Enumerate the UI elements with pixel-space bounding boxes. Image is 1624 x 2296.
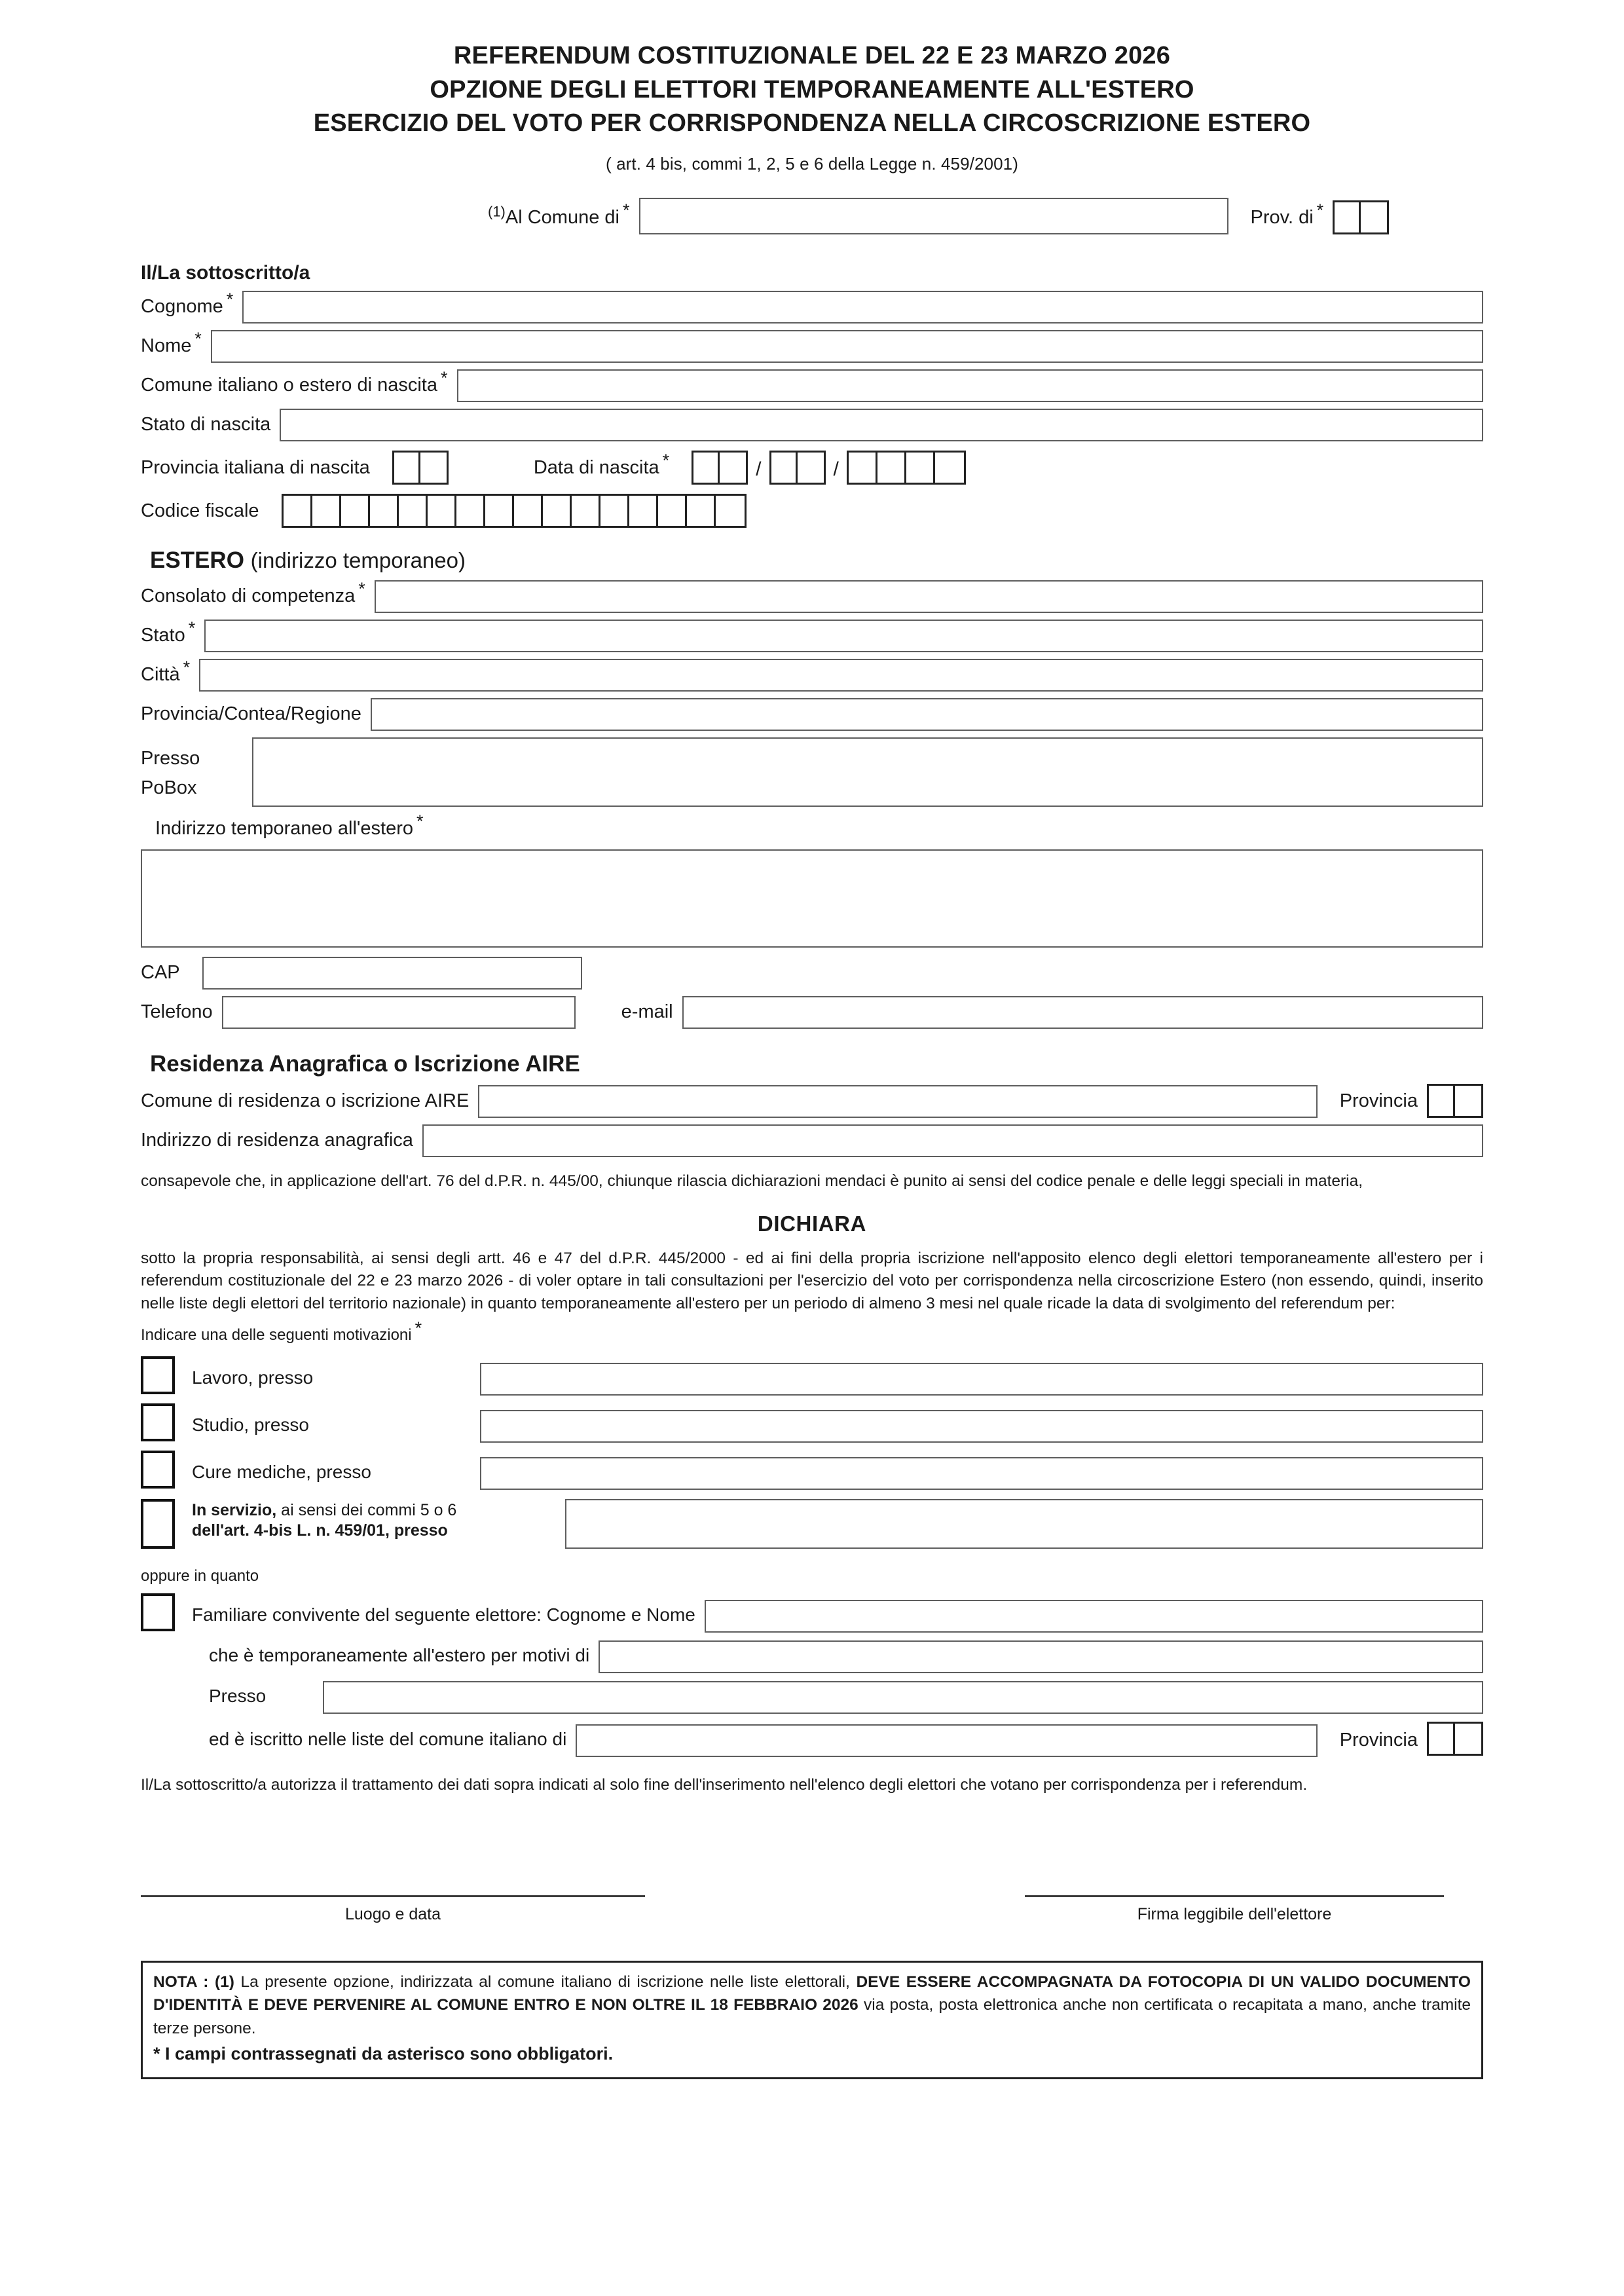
nota-marker: (1) bbox=[488, 203, 506, 220]
checkbox-cure-mediche[interactable] bbox=[141, 1451, 175, 1489]
citta-input[interactable] bbox=[199, 659, 1483, 692]
comune-residenza-row bbox=[141, 1084, 1483, 1118]
motivazione-cure-input[interactable] bbox=[480, 1457, 1483, 1490]
provincia-contea-input[interactable] bbox=[371, 698, 1483, 731]
prov-di-label-group bbox=[1250, 200, 1324, 234]
liste-comune-input[interactable] bbox=[576, 1724, 1317, 1757]
motivazione-servizio-row bbox=[141, 1499, 1483, 1550]
prov-di-label: Prov. di bbox=[1250, 207, 1314, 229]
prov-required-star: * bbox=[1316, 200, 1324, 221]
familiare-row bbox=[141, 1593, 1483, 1633]
oppure-intro: oppure in quanto bbox=[141, 1566, 259, 1585]
data-nascita-label-group bbox=[533, 451, 670, 485]
motivazioni-prompt: Indicare una delle seguenti motivazioni bbox=[141, 1325, 412, 1344]
nome-label-group bbox=[141, 329, 202, 363]
indirizzo-temporaneo-label-group bbox=[155, 811, 1483, 845]
motivazione-servizio-input[interactable] bbox=[565, 1499, 1483, 1549]
cf-cell[interactable] bbox=[658, 496, 687, 526]
codice-fiscale-input[interactable] bbox=[282, 494, 747, 528]
comune-input[interactable] bbox=[639, 198, 1228, 234]
telefono-email-row bbox=[141, 996, 1483, 1029]
provincia-nascita-cell[interactable] bbox=[420, 453, 447, 483]
comune-destinatario-row bbox=[141, 198, 1483, 234]
motivazione-studio-input[interactable] bbox=[480, 1410, 1483, 1443]
anno-cell[interactable] bbox=[935, 453, 964, 483]
motivazione-lavoro-input[interactable] bbox=[480, 1363, 1483, 1396]
stato-estero-label: Stato bbox=[141, 625, 185, 646]
anno-cell[interactable] bbox=[877, 453, 906, 483]
cognome-label: Cognome bbox=[141, 296, 223, 318]
nome-required-star: * bbox=[194, 329, 202, 349]
cognome-required-star: * bbox=[226, 289, 234, 310]
familiare-label: Familiare convivente del seguente elettore: Cognome e Nome bbox=[192, 1604, 695, 1625]
stato-estero-required-star: * bbox=[188, 618, 196, 639]
oppure-provincia-input[interactable] bbox=[1427, 1722, 1483, 1756]
nota-prefix: NOTA : (1) bbox=[153, 1972, 234, 1991]
stato-nascita-input[interactable] bbox=[280, 409, 1483, 441]
consolato-row bbox=[141, 580, 1483, 613]
provincia-contea-row bbox=[141, 698, 1483, 731]
data-nascita-mese[interactable] bbox=[769, 451, 826, 485]
indirizzo-residenza-row bbox=[141, 1124, 1483, 1157]
motivazione-lavoro-row bbox=[141, 1356, 1483, 1396]
firma-block bbox=[1025, 1895, 1444, 1924]
data-nascita-anno[interactable] bbox=[847, 451, 966, 485]
residenza-provincia-label: Provincia bbox=[1339, 1090, 1418, 1112]
presso-label: Presso bbox=[141, 748, 200, 769]
motivazione-studio-label: Studio, presso bbox=[192, 1415, 309, 1435]
codice-fiscale-label: Codice fiscale bbox=[141, 500, 259, 522]
header-line-2: OPZIONE DEGLI ELETTORI TEMPORANEAMENTE ALL'ESTERO bbox=[430, 75, 1194, 103]
cognome-row bbox=[141, 291, 1483, 324]
oppure-prov-cell[interactable] bbox=[1455, 1724, 1481, 1754]
cognome-input[interactable] bbox=[242, 291, 1483, 324]
estero-title-bold: ESTERO bbox=[150, 547, 244, 574]
motivazione-lavoro-label: Lavoro, presso bbox=[192, 1367, 314, 1388]
mese-cell[interactable] bbox=[798, 453, 824, 483]
residenza-prov-cell[interactable] bbox=[1455, 1086, 1481, 1116]
comune-residenza-label: Comune di residenza o iscrizione AIRE bbox=[141, 1090, 470, 1112]
motivazioni-prompt-group bbox=[141, 1318, 1483, 1344]
stato-nascita-label: Stato di nascita bbox=[141, 414, 271, 435]
provincia-nascita-input[interactable] bbox=[392, 451, 449, 485]
indirizzo-temporaneo-required-star: * bbox=[416, 811, 424, 832]
form-sheet bbox=[141, 39, 1483, 2079]
comune-nascita-label-group bbox=[141, 368, 448, 402]
nota-asterisk-note: * I campi contrassegnati da asterisco sono obbligatori. bbox=[153, 2044, 614, 2064]
motivazioni-required-star: * bbox=[415, 1318, 422, 1338]
checkbox-studio[interactable] bbox=[141, 1403, 175, 1441]
cf-cell[interactable] bbox=[312, 496, 341, 526]
liste-comune-label: ed è iscritto nelle liste del comune italiano di bbox=[209, 1729, 567, 1750]
motivi-input[interactable] bbox=[599, 1640, 1483, 1673]
data-nascita-required-star: * bbox=[662, 451, 670, 471]
comune-label-group bbox=[488, 200, 630, 234]
pobox-label: PoBox bbox=[141, 777, 197, 799]
comune-label: Al Comune di bbox=[505, 207, 619, 229]
signature-area bbox=[141, 1895, 1483, 1924]
codice-fiscale-row bbox=[141, 494, 1483, 528]
oppure-presso-input[interactable] bbox=[323, 1681, 1483, 1714]
citta-required-star: * bbox=[183, 657, 191, 678]
cf-cell[interactable] bbox=[600, 496, 629, 526]
consapevole-paragraph: consapevole che, in applicazione dell'art. 76 del d.P.R. n. 445/00, chiunque rilascia dichiarazioni mendaci è punito ai sensi del codice penale e delle leggi speciali in materia, bbox=[141, 1172, 1363, 1190]
telefono-label: Telefono bbox=[141, 1001, 213, 1023]
nome-label: Nome bbox=[141, 335, 192, 357]
cf-cell[interactable] bbox=[428, 496, 456, 526]
data-nascita-giorno[interactable] bbox=[692, 451, 748, 485]
servizio-label-line2: dell'art. 4-bis L. n. 459/01, presso bbox=[192, 1521, 448, 1540]
prov-cell[interactable] bbox=[1361, 202, 1387, 232]
subject-section-title: Il/La sottoscritto/a bbox=[141, 262, 310, 284]
nota-part1: La presente opzione, indirizzata al comune italiano di iscrizione nelle liste elettorali, bbox=[234, 1972, 857, 1991]
cf-cell[interactable] bbox=[572, 496, 600, 526]
luogo-data-line[interactable] bbox=[141, 1895, 645, 1897]
motivazione-cure-label: Cure mediche, presso bbox=[192, 1462, 371, 1483]
comune-residenza-input[interactable] bbox=[478, 1085, 1317, 1118]
comune-nascita-input[interactable] bbox=[457, 369, 1484, 402]
indirizzo-temporaneo-input[interactable] bbox=[141, 849, 1483, 948]
oppure-provincia-label: Provincia bbox=[1339, 1730, 1418, 1750]
anno-cell[interactable] bbox=[849, 453, 877, 483]
motivazione-studio-row bbox=[141, 1403, 1483, 1443]
header-line-1: REFERENDUM COSTITUZIONALE DEL 22 E 23 MARZO 2026 bbox=[453, 42, 1171, 69]
motivazione-servizio-label bbox=[175, 1499, 565, 1542]
cf-cell[interactable] bbox=[341, 496, 370, 526]
cf-cell[interactable] bbox=[399, 496, 428, 526]
presso-pobox-row bbox=[141, 737, 1483, 807]
indirizzo-residenza-input[interactable] bbox=[422, 1124, 1483, 1157]
motivazione-cure-row bbox=[141, 1451, 1483, 1490]
oppure-presso-row bbox=[141, 1681, 1483, 1714]
estero-section-title bbox=[150, 547, 1483, 574]
cf-cell[interactable] bbox=[485, 496, 514, 526]
servizio-label-bold: In servizio, bbox=[192, 1500, 277, 1519]
comune-nascita-row bbox=[141, 369, 1483, 402]
cf-cell[interactable] bbox=[370, 496, 399, 526]
provincia-nascita-label: Provincia italiana di nascita bbox=[141, 457, 370, 479]
date-separator-1: / bbox=[756, 458, 762, 481]
consolato-label: Consolato di competenza bbox=[141, 585, 356, 607]
oppure-presso-label: Presso bbox=[209, 1686, 267, 1707]
cap-input[interactable] bbox=[202, 957, 582, 990]
nota-part2: via posta, posta elettronica anche non certificata o recapitata a mano, anche tramite terze persone. bbox=[153, 1996, 1471, 2037]
stato-estero-row bbox=[141, 620, 1483, 652]
provincia-data-nascita-row bbox=[141, 451, 1483, 485]
citta-label-group bbox=[141, 657, 191, 692]
comune-nascita-required-star: * bbox=[440, 368, 448, 388]
giorno-cell[interactable] bbox=[720, 453, 746, 483]
email-input[interactable] bbox=[682, 996, 1483, 1029]
cf-cell[interactable] bbox=[716, 496, 745, 526]
nota-bold-requirement: DEVE ESSERE ACCOMPAGNATA DA FOTOCOPIA DI UN VALIDO DOCUMENTO D'IDENTITÀ E DEVE PERVENIRE AL COMUNE ENTRO E NON OLTRE IL 18 FEBBRAIO 2026 bbox=[153, 1972, 1471, 2014]
cognome-label-group bbox=[141, 289, 234, 324]
motivi-label: che è temporaneamente all'estero per motivi di bbox=[209, 1645, 590, 1666]
checkbox-familiare-convivente[interactable] bbox=[141, 1593, 175, 1631]
cap-label: CAP bbox=[141, 962, 180, 984]
stato-estero-label-group bbox=[141, 618, 196, 652]
oppure-prov-cell[interactable] bbox=[1429, 1724, 1455, 1754]
familiare-input[interactable] bbox=[705, 1600, 1483, 1633]
citta-row bbox=[141, 659, 1483, 692]
provincia-nascita-cell[interactable] bbox=[394, 453, 420, 483]
stato-estero-input[interactable] bbox=[204, 620, 1483, 652]
nome-row bbox=[141, 330, 1483, 363]
firma-line[interactable] bbox=[1025, 1895, 1444, 1897]
prov-di-input[interactable] bbox=[1333, 200, 1389, 234]
luogo-data-caption: Luogo e data bbox=[345, 1904, 441, 1923]
estero-title-light: (indirizzo temporaneo) bbox=[250, 548, 466, 573]
consolato-required-star: * bbox=[358, 579, 365, 599]
residenza-section-title: Residenza Anagrafica o Iscrizione AIRE bbox=[150, 1050, 580, 1077]
presso-pobox-input[interactable] bbox=[252, 737, 1483, 807]
cf-cell[interactable] bbox=[687, 496, 716, 526]
comune-required-star: * bbox=[622, 200, 630, 221]
legal-reference: ( art. 4 bis, commi 1, 2, 5 e 6 della Legge n. 459/2001) bbox=[606, 154, 1018, 174]
motivi-row bbox=[141, 1640, 1483, 1673]
cf-cell[interactable] bbox=[284, 496, 312, 526]
document-header bbox=[141, 39, 1483, 141]
provincia-contea-label: Provincia/Contea/Regione bbox=[141, 703, 361, 725]
mese-cell[interactable] bbox=[771, 453, 798, 483]
citta-label: Città bbox=[141, 664, 180, 686]
cf-cell[interactable] bbox=[456, 496, 485, 526]
anno-cell[interactable] bbox=[906, 453, 935, 483]
stato-nascita-row bbox=[141, 409, 1483, 441]
dichiara-heading: DICHIARA bbox=[757, 1211, 867, 1236]
checkbox-lavoro[interactable] bbox=[141, 1356, 175, 1394]
checkbox-in-servizio[interactable] bbox=[141, 1499, 175, 1549]
cap-row bbox=[141, 957, 1483, 990]
cf-cell[interactable] bbox=[543, 496, 572, 526]
autorizzazione-paragraph: Il/La sottoscritto/a autorizza il trattamento dei dati sopra indicati al solo fine dell'inserimento nell'elenco degli elettori che votano per corrispondenza per i referendum. bbox=[141, 1775, 1308, 1794]
consolato-input[interactable] bbox=[375, 580, 1483, 613]
firma-caption: Firma leggibile dell'elettore bbox=[1137, 1904, 1332, 1923]
luogo-data-block bbox=[141, 1895, 645, 1924]
dichiara-paragraph: sotto la propria responsabilità, ai sensi degli artt. 46 e 47 del d.P.R. 445/2000 - ed ai fini della propria iscrizione nell'apposito elenco degli elettori temporaneamente all'estero per i referendum costituzionale del 22 e 23 marzo 2026 - di voler optare in tali consultazioni per l'esercizio del voto per corrispondenza nella circoscrizione Estero (non essendo, quindi, inserito nelle liste degli elettori del territorio nazionale) in quanto temporaneamente all'estero per un periodo di almeno 3 mesi nel quale ricade la data di svolgimento del referendum per: bbox=[141, 1249, 1483, 1313]
residenza-prov-cell[interactable] bbox=[1429, 1086, 1455, 1116]
header-line-3: ESERCIZIO DEL VOTO PER CORRISPONDENZA NELLA CIRCOSCRIZIONE ESTERO bbox=[313, 109, 1311, 138]
prov-cell[interactable] bbox=[1335, 202, 1361, 232]
nota-box bbox=[141, 1961, 1483, 2080]
servizio-label-rest: ai sensi dei commi 5 o 6 bbox=[276, 1500, 457, 1519]
cf-cell[interactable] bbox=[629, 496, 658, 526]
telefono-input[interactable] bbox=[222, 996, 576, 1029]
comune-nascita-label: Comune italiano o estero di nascita bbox=[141, 375, 437, 396]
presso-pobox-labels bbox=[141, 744, 252, 807]
consolato-label-group bbox=[141, 579, 365, 613]
nome-input[interactable] bbox=[211, 330, 1483, 363]
indirizzo-residenza-label: Indirizzo di residenza anagrafica bbox=[141, 1130, 413, 1151]
email-label: e-mail bbox=[621, 1001, 673, 1023]
data-nascita-label: Data di nascita bbox=[533, 457, 659, 479]
cf-cell[interactable] bbox=[514, 496, 543, 526]
giorno-cell[interactable] bbox=[693, 453, 720, 483]
liste-comune-row bbox=[141, 1722, 1483, 1757]
date-separator-2: / bbox=[833, 458, 839, 481]
residenza-provincia-input[interactable] bbox=[1427, 1084, 1483, 1118]
indirizzo-temporaneo-label: Indirizzo temporaneo all'estero bbox=[155, 818, 414, 840]
